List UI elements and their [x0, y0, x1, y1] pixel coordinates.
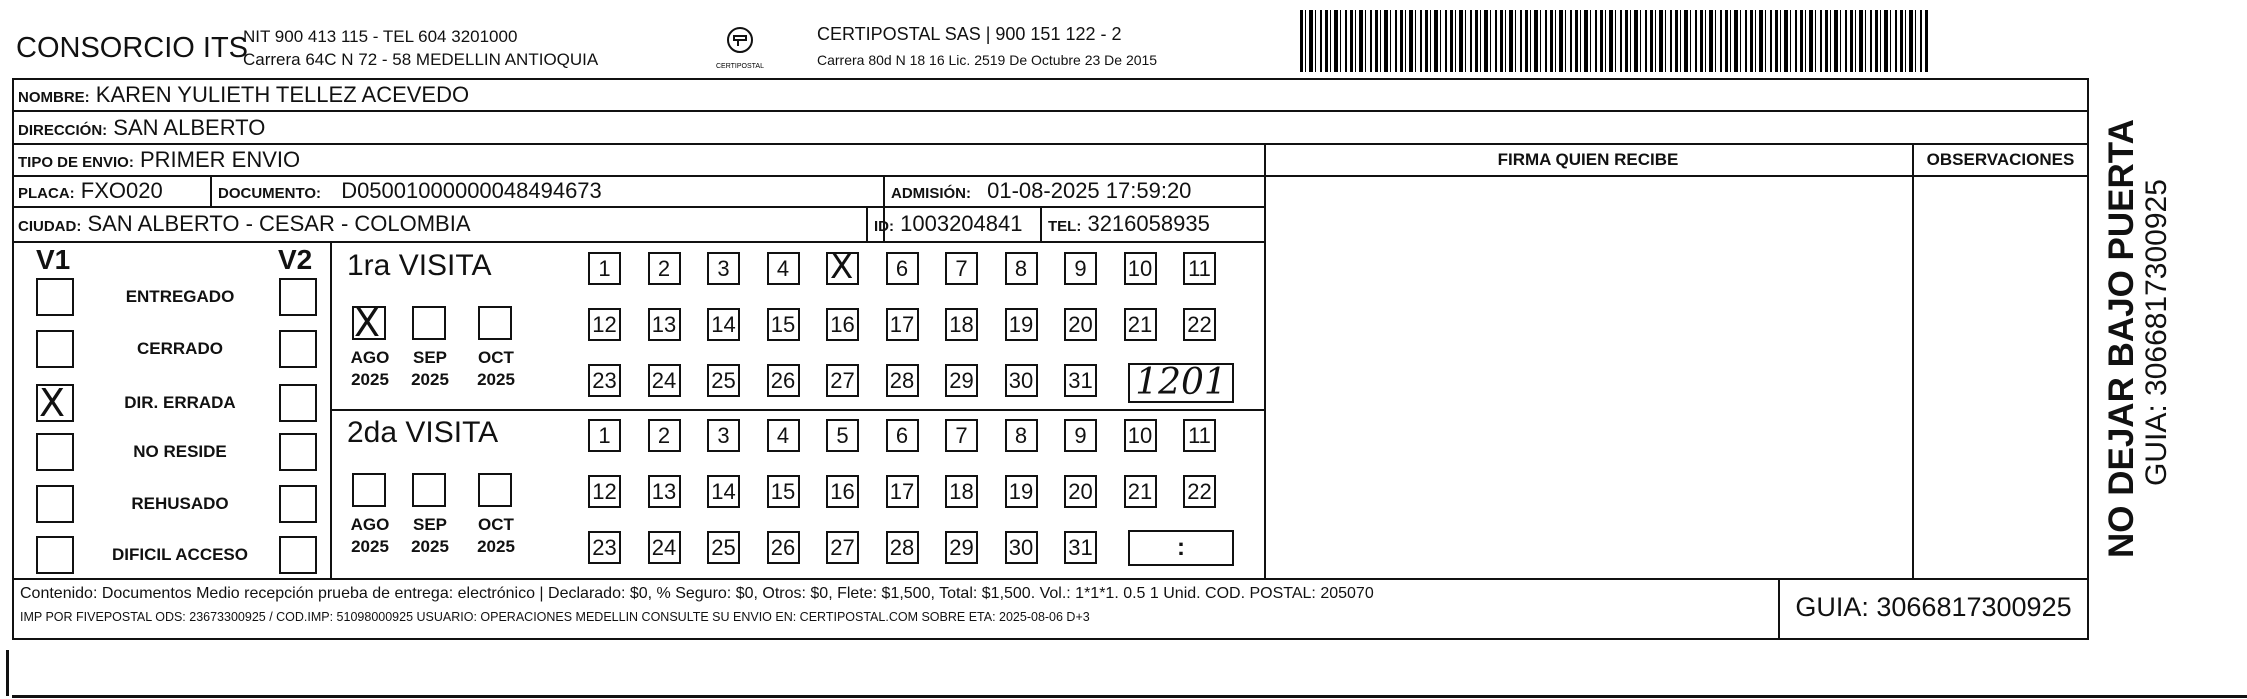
- tel-row: [1048, 211, 1210, 240]
- second-visit-day[interactable]: 27: [826, 531, 859, 564]
- first-visit-day[interactable]: 16: [826, 308, 859, 341]
- second-visit-day[interactable]: 1: [588, 419, 621, 452]
- first-visit-day[interactable]: 22: [1183, 308, 1216, 341]
- first-visit-day[interactable]: 6: [886, 252, 919, 285]
- month-label: OCT: [478, 515, 514, 534]
- address-row: [18, 115, 265, 144]
- barcode: [1300, 10, 1930, 72]
- v2-checkbox[interactable]: [279, 330, 317, 368]
- document-value: D05001000000048494673: [341, 178, 602, 203]
- name-label: NOMBRE:: [18, 89, 90, 106]
- first-visit-month-checkbox[interactable]: [478, 306, 512, 340]
- second-visit-day[interactable]: 13: [648, 475, 681, 508]
- first-visit-day[interactable]: 4: [767, 252, 800, 285]
- first-visit-day[interactable]: 9: [1064, 252, 1097, 285]
- first-visit-month-checkbox[interactable]: [352, 301, 386, 345]
- plate-label: PLACA:: [18, 185, 75, 202]
- second-visit-day[interactable]: 29: [945, 531, 978, 564]
- admission-label: ADMISIÓN:: [891, 185, 971, 202]
- signature-header: FIRMA QUIEN RECIBE: [1497, 150, 1679, 169]
- first-visit-day[interactable]: [826, 247, 859, 287]
- status-label: CERRADO: [137, 339, 223, 358]
- second-visit-day[interactable]: 9: [1064, 419, 1097, 452]
- second-visit-day[interactable]: 3: [707, 419, 740, 452]
- first-visit-day[interactable]: 31: [1064, 364, 1097, 397]
- month-check-mark: X: [354, 301, 381, 345]
- first-visit-day[interactable]: 20: [1064, 308, 1097, 341]
- v1-check-mark: X: [39, 381, 66, 425]
- second-visit-day[interactable]: 16: [826, 475, 859, 508]
- second-visit-day[interactable]: 15: [767, 475, 800, 508]
- second-visit-day[interactable]: 8: [1005, 419, 1038, 452]
- first-visit-day[interactable]: 2: [648, 252, 681, 285]
- v2-checkbox[interactable]: [279, 278, 317, 316]
- month-label: OCT: [478, 348, 514, 367]
- v1-checkbox[interactable]: [36, 330, 74, 368]
- certipostal-line: CERTIPOSTAL SAS | 900 151 122 - 2: [817, 24, 1122, 44]
- second-visit-day[interactable]: 21: [1124, 475, 1157, 508]
- second-visit-day[interactable]: 19: [1005, 475, 1038, 508]
- status-label: ENTREGADO: [125, 287, 235, 306]
- plate-row: [18, 178, 163, 207]
- license-line: Carrera 80d N 18 16 Lic. 2519 De Octubre 23 De 2015: [817, 52, 1158, 68]
- v1-label: V1: [36, 244, 71, 275]
- v1-checkbox[interactable]: [36, 536, 74, 574]
- v2-checkbox[interactable]: [279, 485, 317, 523]
- second-visit-month-checkbox[interactable]: [352, 473, 386, 507]
- first-visit-day[interactable]: 1: [588, 252, 621, 285]
- observations-area[interactable]: [1914, 177, 2087, 576]
- year-label: 2025: [351, 537, 389, 556]
- id-row: [874, 211, 1022, 240]
- year-label: 2025: [477, 370, 515, 389]
- v1-checkbox[interactable]: [36, 381, 74, 425]
- first-visit-day[interactable]: 3: [707, 252, 740, 285]
- second-visit-day[interactable]: 31: [1064, 531, 1097, 564]
- first-visit-day[interactable]: 28: [886, 364, 919, 397]
- first-visit-day[interactable]: 25: [707, 364, 740, 397]
- footer-guia: GUIA: 3066817300925: [1795, 592, 2072, 622]
- year-label: 2025: [477, 537, 515, 556]
- second-visit-day[interactable]: 22: [1183, 475, 1216, 508]
- plate-value: FXO020: [80, 178, 163, 203]
- first-visit-title: 1ra VISITA: [347, 249, 492, 282]
- second-visit-month-checkbox[interactable]: [478, 473, 512, 507]
- first-visit-day[interactable]: 13: [648, 308, 681, 341]
- second-visit-day[interactable]: 5: [826, 419, 859, 452]
- month-label: AGO: [350, 348, 390, 367]
- second-visit-day[interactable]: 10: [1124, 419, 1157, 452]
- observations-header: OBSERVACIONES: [1926, 150, 2075, 169]
- city-row: [18, 211, 471, 240]
- month-label: AGO: [350, 515, 390, 534]
- second-visit-day[interactable]: 18: [945, 475, 978, 508]
- first-visit-day[interactable]: 27: [826, 364, 859, 397]
- admission-row: [891, 178, 1191, 207]
- second-visit-day[interactable]: 28: [886, 531, 919, 564]
- second-visit-day[interactable]: 26: [767, 531, 800, 564]
- day-cross-mark: X: [830, 247, 854, 287]
- status-label: REHUSADO: [131, 494, 229, 513]
- second-visit-day[interactable]: 4: [767, 419, 800, 452]
- id-label: ID:: [874, 218, 894, 235]
- first-visit-day[interactable]: 24: [648, 364, 681, 397]
- document-row: [218, 178, 602, 207]
- first-visit-day[interactable]: 26: [767, 364, 800, 397]
- first-visit-time-box[interactable]: 1201: [1128, 363, 1234, 403]
- name-row: [18, 82, 469, 111]
- second-visit-day[interactable]: 30: [1005, 531, 1038, 564]
- second-visit-month-checkbox[interactable]: [412, 473, 446, 507]
- second-visit-title: 2da VISITA: [347, 416, 499, 449]
- v2-checkbox[interactable]: [279, 536, 317, 574]
- no-dejar-bajo-puerta: NO DEJAR BAJO PUERTA: [2102, 119, 2141, 558]
- signature-area[interactable]: [1266, 177, 1910, 576]
- v2-checkbox[interactable]: [279, 384, 317, 422]
- v1-checkbox[interactable]: [36, 485, 74, 523]
- v2-checkbox[interactable]: [279, 433, 317, 471]
- shipping-type: PRIMER ENVIO: [139, 147, 301, 172]
- side-guia: GUIA: 3066817300925: [2140, 179, 2173, 486]
- second-visit-day[interactable]: 7: [945, 419, 978, 452]
- contents-line: Contenido: Documentos Medio recepción prueba de entrega: electrónico | Declarado: $0, % Seguro: $0, Otros: $0, Flete: $1,500, Total: $1,500. Vol.: 1*1*1. 0.5 1 Unid. COD. POSTAL: 205070: [20, 585, 1374, 602]
- recipient-address: SAN ALBERTO: [113, 115, 266, 140]
- second-visit-day[interactable]: 12: [588, 475, 621, 508]
- first-visit-day[interactable]: 17: [886, 308, 919, 341]
- recipient-name: KAREN YULIETH TELLEZ ACEVEDO: [95, 82, 470, 107]
- company-name: CONSORCIO ITS: [16, 32, 249, 64]
- v1-checkbox[interactable]: [36, 278, 74, 316]
- imp-line: IMP POR FIVEPOSTAL ODS: 23673300925 / COD.IMP: 51098000925 USUARIO: OPERACIONES MEDELLIN CONSULTE SU ENVIO EN: CERTIPOSTAL.COM SOBRE ETA: 2025-08-06 D+3: [20, 610, 1090, 624]
- first-visit-day[interactable]: 23: [588, 364, 621, 397]
- second-visit-day[interactable]: 6: [886, 419, 919, 452]
- second-visit-day[interactable]: 2: [648, 419, 681, 452]
- first-visit-day[interactable]: 15: [767, 308, 800, 341]
- second-visit-day[interactable]: 25: [707, 531, 740, 564]
- year-label: 2025: [411, 537, 449, 556]
- second-visit-day[interactable]: 17: [886, 475, 919, 508]
- first-visit-day[interactable]: 10: [1124, 252, 1157, 285]
- status-label: NO RESIDE: [133, 442, 227, 461]
- first-visit-day[interactable]: 12: [588, 308, 621, 341]
- second-visit-day[interactable]: 11: [1183, 419, 1216, 452]
- id-value: 1003204841: [900, 211, 1023, 236]
- shipping-type-label: TIPO DE ENVIO:: [18, 154, 134, 171]
- second-visit-day[interactable]: 23: [588, 531, 621, 564]
- v2-label: V2: [278, 244, 313, 275]
- tel-value: 3216058935: [1087, 211, 1210, 236]
- first-visit-day[interactable]: 14: [707, 308, 740, 341]
- certipostal-logo: [712, 24, 768, 74]
- month-label: SEP: [412, 515, 448, 534]
- shipping-type-row: [18, 147, 300, 176]
- city-label: CIUDAD:: [18, 218, 82, 235]
- first-visit-day[interactable]: 19: [1005, 308, 1038, 341]
- first-visit-day[interactable]: 29: [945, 364, 978, 397]
- v1-checkbox[interactable]: [36, 433, 74, 471]
- month-label: SEP: [412, 348, 448, 367]
- first-visit-day[interactable]: 18: [945, 308, 978, 341]
- logo-text: CERTIPOSTAL: [716, 63, 764, 70]
- admission-value: 01-08-2025 17:59:20: [987, 178, 1192, 203]
- city-value: SAN ALBERTO - CESAR - COLOMBIA: [87, 211, 471, 236]
- first-visit-day[interactable]: 30: [1005, 364, 1038, 397]
- second-visit-time-box[interactable]: :: [1128, 530, 1234, 566]
- year-label: 2025: [351, 370, 389, 389]
- year-label: 2025: [411, 370, 449, 389]
- second-visit-day[interactable]: 24: [648, 531, 681, 564]
- tel-label: TEL:: [1048, 218, 1082, 235]
- address-line: Carrera 64C N 72 - 58 MEDELLIN ANTIOQUIA: [243, 50, 599, 69]
- first-visit-day[interactable]: 8: [1005, 252, 1038, 285]
- second-visit-day[interactable]: 20: [1064, 475, 1097, 508]
- status-label: DIFICIL ACCESO: [111, 545, 248, 564]
- first-visit-day[interactable]: 7: [945, 252, 978, 285]
- nit-line: NIT 900 413 115 - TEL 604 3201000: [243, 27, 518, 46]
- first-visit-day[interactable]: 11: [1183, 252, 1216, 285]
- address-label: DIRECCIÓN:: [18, 122, 108, 139]
- status-label: DIR. ERRADA: [124, 393, 236, 412]
- first-visit-month-checkbox[interactable]: [412, 306, 446, 340]
- first-visit-day[interactable]: 21: [1124, 308, 1157, 341]
- document-label: DOCUMENTO:: [218, 185, 322, 202]
- second-visit-day[interactable]: 14: [707, 475, 740, 508]
